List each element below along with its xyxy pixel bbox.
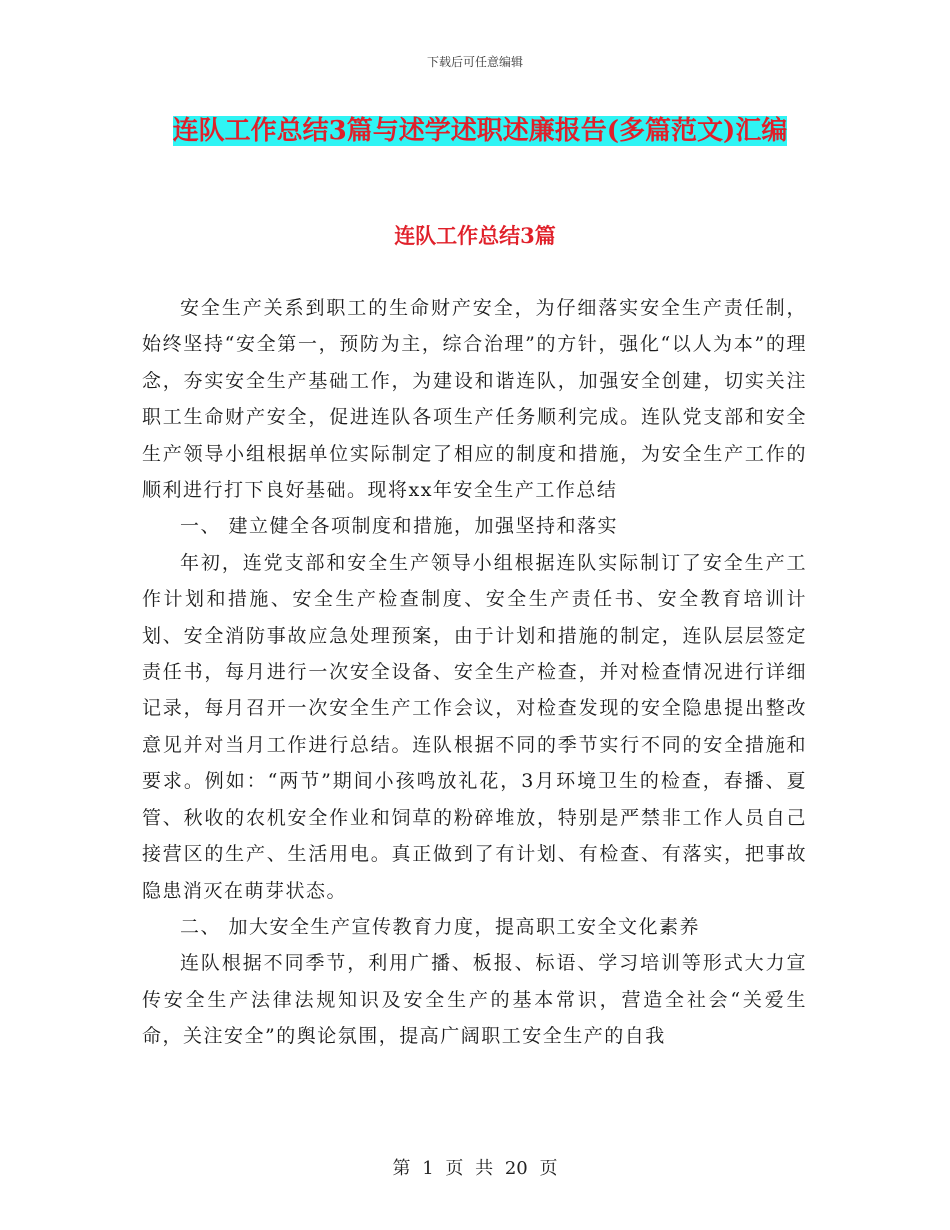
heading-one: 一、 建立健全各项制度和措施，加强坚持和落实 bbox=[180, 515, 619, 538]
paragraph-one: 年初，连党支部和安全生产领导小组根据连队实际制订了安全生产工作计划和措施、安全生产检查制度、安全生产责任书、安全教育培训计划、安全消防事故应急处理预案，由于计划和措施的制定，连队层层签定责任书，每月进行一次安全设备、安全生产检查，并对检查情况进行详细记录，每月召开一次安全生产工作会议，对检查发现的安全隐患提出整改意见并对当月工作进行总结。连队根据不同的季节实行不同的安全措施和要求。例如：“两节”期间小孩鸣放礼花，3月环境卫生的检查，春播、夏管、秋收的农机安全作业和饲草的粉碎堆放，特别是严禁非工作人员自己接营区的生产、生活用电。真正做到了有计划、有检查、有落实，把事故隐患消灭在萌芽状态。 bbox=[142, 551, 807, 902]
document-title-text: 连队工作总结3篇与述学述职述廉报告(多篇范文)汇编 bbox=[172, 116, 788, 146]
header-note: 下载后可任意编辑 bbox=[426, 55, 523, 69]
document-title bbox=[140, 108, 820, 154]
document-body bbox=[142, 290, 807, 1055]
section-title: 连队工作总结3篇 bbox=[394, 223, 556, 248]
heading-two: 二、 加大安全生产宣传教育力度，提高职工安全文化素养 bbox=[180, 915, 701, 938]
page-footer: 第 1 页 共 20 页 bbox=[392, 1158, 558, 1179]
paragraph-intro: 安全生产关系到职工的生命财产安全，为仔细落实安全生产责任制，始终坚持“安全第一，预防为主，综合治理”的方针，强化“以人为本”的理念，夯实安全生产基础工作，为建设和谐连队，加强安全创建，切实关注职工生命财产安全，促进连队各项生产任务顺利完成。连队党支部和安全生产领导小组根据单位实际制定了相应的制度和措施，为安全生产工作的顺利进行打下良好基础。现将xx年安全生产工作总结 bbox=[142, 297, 807, 502]
paragraph-two: 连队根据不同季节，利用广播、板报、标语、学习培训等形式大力宣传安全生产法律法规知识及安全生产的基本常识，营造全社会“关爱生命，关注安全”的舆论氛围，提高广阔职工安全生产的自我 bbox=[142, 952, 807, 1048]
